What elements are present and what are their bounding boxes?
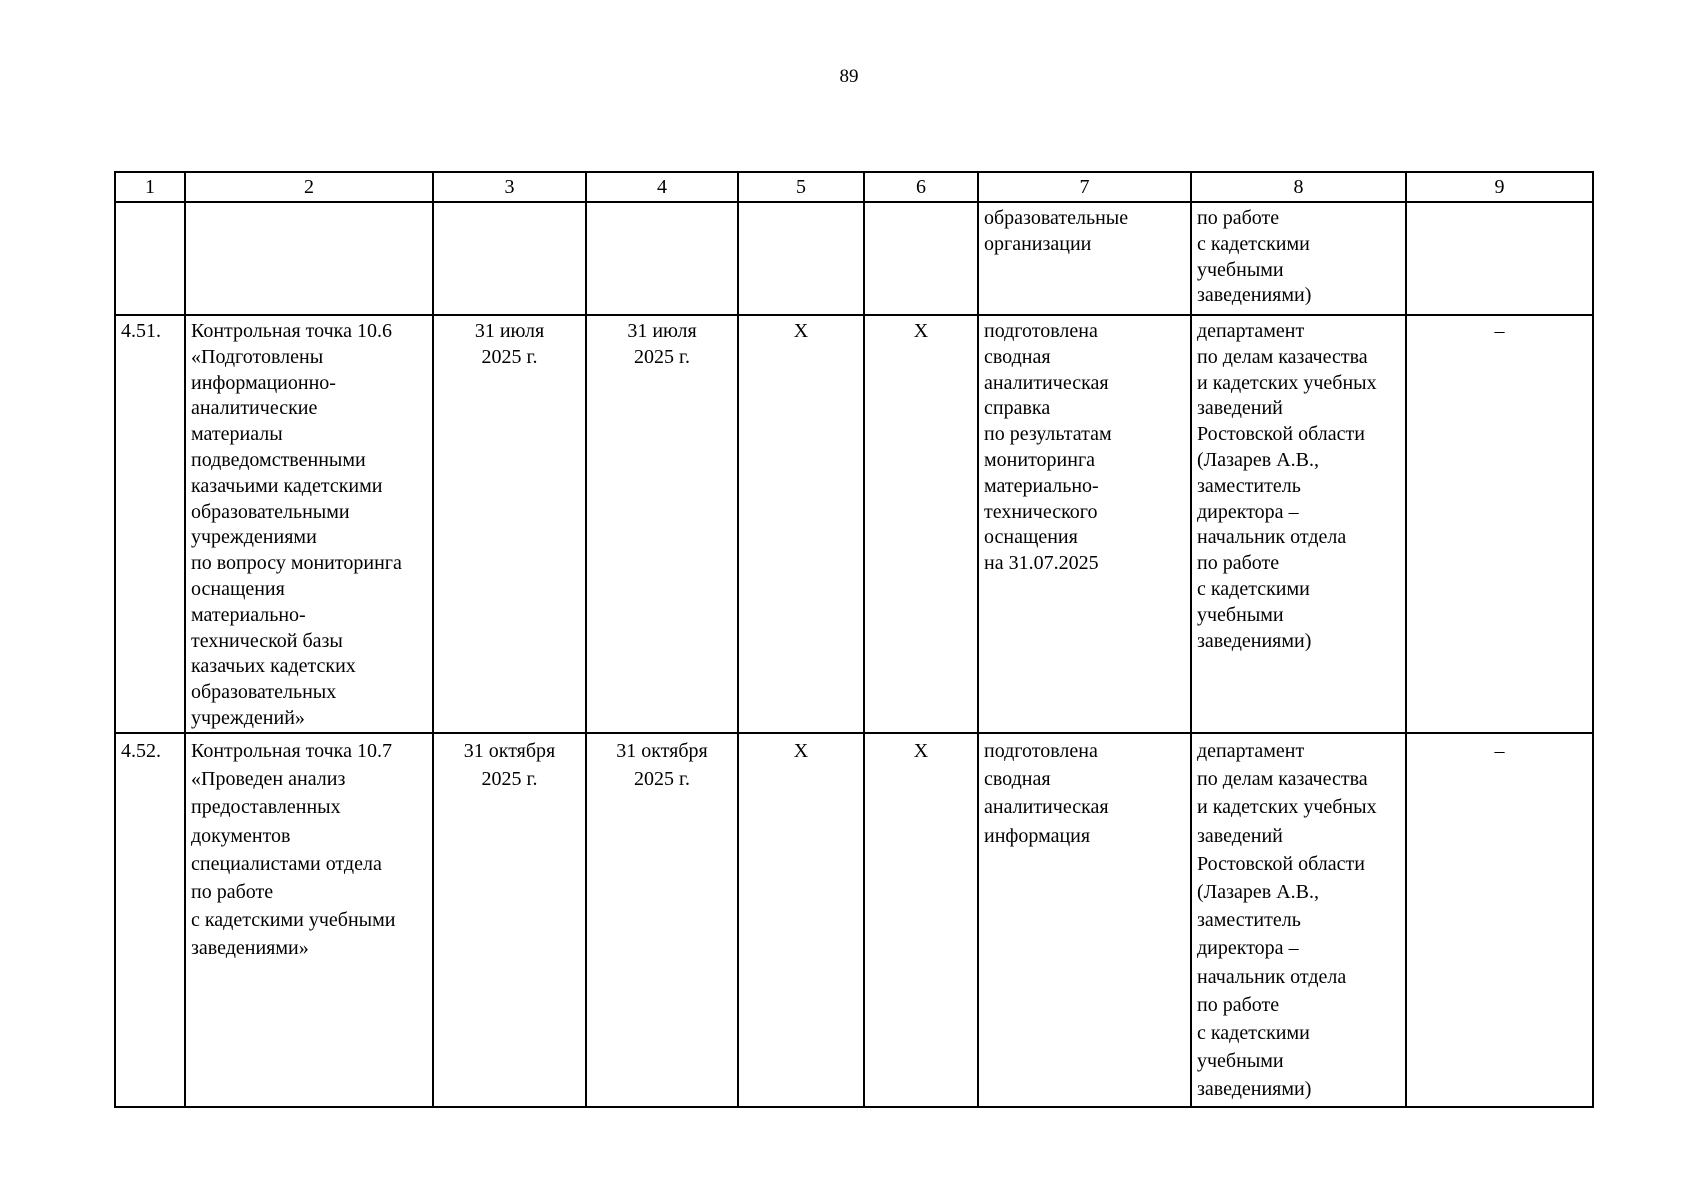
column-header: 5 [738,172,864,202]
cell-end: 31 июля 2025 г. [586,315,738,733]
column-header: 3 [433,172,586,202]
cell-start [433,202,586,315]
table-row-continuation [115,202,1593,315]
cell-num: 4.51. [115,315,185,733]
cell-col5 [738,202,864,315]
cell-name [185,202,433,315]
cell-name: Контрольная точка 10.7 «Проведен анализ предоставленных документов специалистами отдела по работе с кадетскими учебными заведениями» [185,733,433,1107]
cell-result: подготовлена сводная аналитическая информация [978,733,1191,1107]
table-header-row [115,172,1593,202]
column-header: 8 [1191,172,1406,202]
column-header: 1 [115,172,185,202]
column-header: 9 [1406,172,1593,202]
column-header: 7 [978,172,1191,202]
column-header: 6 [864,172,978,202]
cell-col9 [1406,202,1593,315]
cell-col6: X [864,315,978,733]
cell-responsible: по работе с кадетскими учебными заведениями) [1191,202,1406,315]
cell-name: Контрольная точка 10.6 «Подготовлены информационно- аналитические материалы подведомственными казачьими кадетскими образовательными учреждениями по вопросу мониторинга оснащения материально- технической базы казачьих кадетских образовательных учреждений» [185,315,433,733]
cell-num: 4.52. [115,733,185,1107]
column-header: 4 [586,172,738,202]
cell-col6 [864,202,978,315]
cell-col6: X [864,733,978,1107]
table-row [115,733,1593,1107]
cell-responsible: департамент по делам казачества и кадетских учебных заведений Ростовской области (Лазарев А.В., заместитель директора – начальник отдела по работе с кадетскими учебными заведениями) [1191,733,1406,1107]
table-row [115,315,1593,733]
cell-col5: X [738,315,864,733]
cell-col9: – [1406,315,1593,733]
cell-end [586,202,738,315]
cell-num [115,202,185,315]
cell-col9: – [1406,733,1593,1107]
cell-result: подготовлена сводная аналитическая справка по результатам мониторинга материально- технического оснащения на 31.07.2025 [978,315,1191,733]
cell-end: 31 октября 2025 г. [586,733,738,1107]
cell-responsible: департамент по делам казачества и кадетских учебных заведений Ростовской области (Лазарев А.В., заместитель директора – начальник отдела по работе с кадетскими учебными заведениями) [1191,315,1406,733]
column-header: 2 [185,172,433,202]
cell-result: образовательные организации [978,202,1191,315]
page-number: 89 [839,66,859,87]
cell-start: 31 июля 2025 г. [433,315,586,733]
plan-table [114,171,1594,1108]
cell-col5: X [738,733,864,1107]
cell-start: 31 октября 2025 г. [433,733,586,1107]
